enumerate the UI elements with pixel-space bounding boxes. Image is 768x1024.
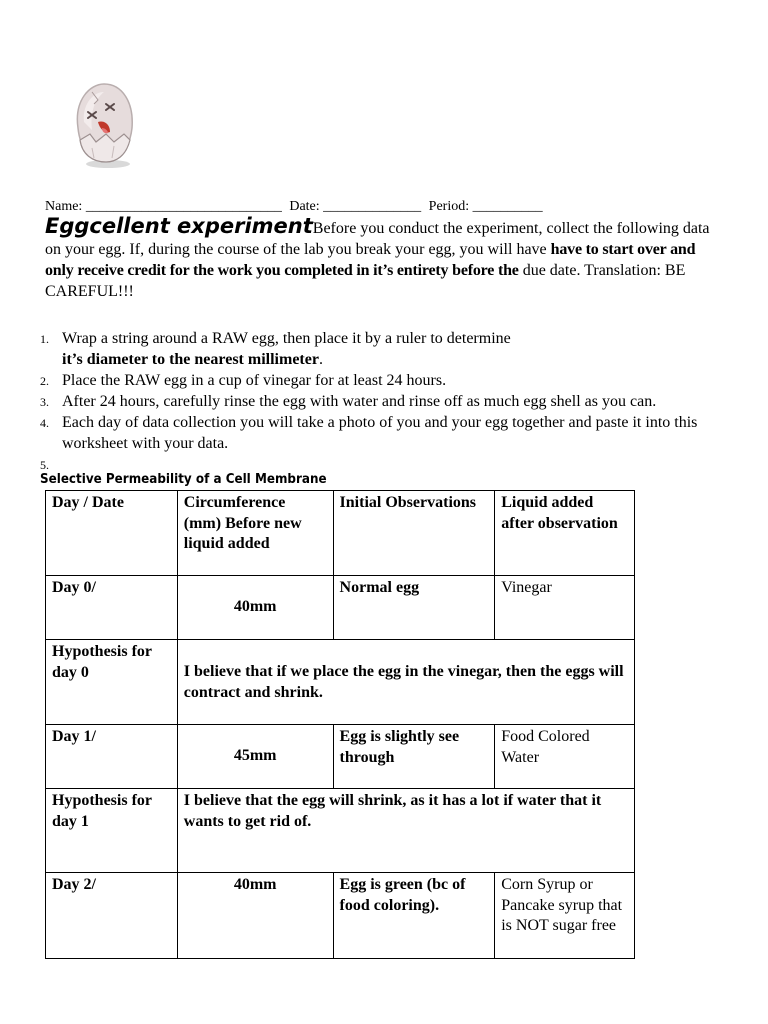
table-row	[46, 873, 635, 959]
circumference-cell[interactable]: 40mm	[177, 576, 333, 640]
table-row	[46, 789, 635, 873]
date-field[interactable]: Date: ______________	[289, 199, 422, 214]
circumference-cell[interactable]: 45mm	[177, 725, 333, 789]
hypothesis-cell[interactable]: I believe that if we place the egg in the vinegar, then the eggs will contract and shrink.	[177, 640, 634, 725]
cracked-egg-icon	[64, 78, 144, 170]
intro-text: Before you conduct the experiment, collect the following data on your egg. If, during the course of the lab you break your egg, you will have	[45, 220, 710, 258]
circumference-cell[interactable]: 40mm	[177, 873, 333, 959]
day-cell[interactable]: Day 2/	[46, 873, 178, 959]
data-table	[45, 490, 635, 959]
list-item: 1. Wrap a string around a RAW egg, then place it by a ruler to determine it’s diameter to the nearest millimeter.	[40, 330, 511, 368]
intro-text-end: due date. Translation: BE CAREFUL!!!	[45, 262, 686, 300]
hypothesis-label-cell: Hypothesis for day 1	[46, 789, 178, 873]
student-info-line	[45, 199, 547, 215]
liquid-cell[interactable]: Corn Syrup or Pancake syrup that is NOT sugar free	[495, 873, 635, 959]
name-field[interactable]: Name: ____________________________	[45, 199, 282, 214]
observation-cell[interactable]: Normal egg	[333, 576, 495, 640]
observation-cell[interactable]: Egg is green (bc of food coloring).	[333, 873, 495, 959]
hypothesis-label-cell: Hypothesis for day 0	[46, 640, 178, 725]
list-item: 4. Each day of data collection you will take a photo of you and your egg together and paste it into this worksheet with your data.	[40, 414, 698, 452]
header-cell: Liquid added after observation	[495, 491, 635, 576]
table-row	[46, 576, 635, 640]
list-item: 3. After 24 hours, carefully rinse the egg with water and rinse off as much egg shell as you can.	[40, 393, 657, 410]
header-cell: Circumference (mm) Before new liquid added	[177, 491, 333, 576]
table-caption: Selective Permeability of a Cell Membrane	[40, 472, 327, 487]
day-cell[interactable]: Day 1/	[46, 725, 178, 789]
liquid-cell[interactable]: Food Colored Water	[495, 725, 635, 789]
list-item: 2. Place the RAW egg in a cup of vinegar for at least 24 hours.	[40, 372, 447, 389]
intro-paragraph	[45, 216, 725, 302]
document-title: Eggcellent experiment	[45, 214, 313, 238]
instruction-list: 1. Wrap a string around a RAW egg, then place it by a ruler to determine it’s diameter to the nearest millimeter. 2. Place the RAW egg in a cup of vinegar for at least 24 hours. 3. After 24 hours, carefully rinse the egg with water and rinse off as much egg shell as you can. 4. Each day of data collection you will take a photo of you and your egg together and paste it into this worksheet with your data. 5.	[40, 328, 740, 454]
period-field[interactable]: Period: __________	[428, 199, 543, 214]
table-row	[46, 725, 635, 789]
header-cell: Initial Observations	[333, 491, 495, 576]
intro-text-bold: have to start over and only receive credit for the work you completed in it’s entirety before the	[45, 241, 696, 279]
observation-cell[interactable]: Egg is slightly see through	[333, 725, 495, 789]
table-row	[46, 640, 635, 725]
table-header-row	[46, 491, 635, 576]
header-cell: Day / Date	[46, 491, 178, 576]
day-cell[interactable]: Day 0/	[46, 576, 178, 640]
liquid-cell[interactable]: Vinegar	[495, 576, 635, 640]
hypothesis-cell[interactable]: I believe that the egg will shrink, as it has a lot if water that it wants to get rid of.	[177, 789, 634, 873]
